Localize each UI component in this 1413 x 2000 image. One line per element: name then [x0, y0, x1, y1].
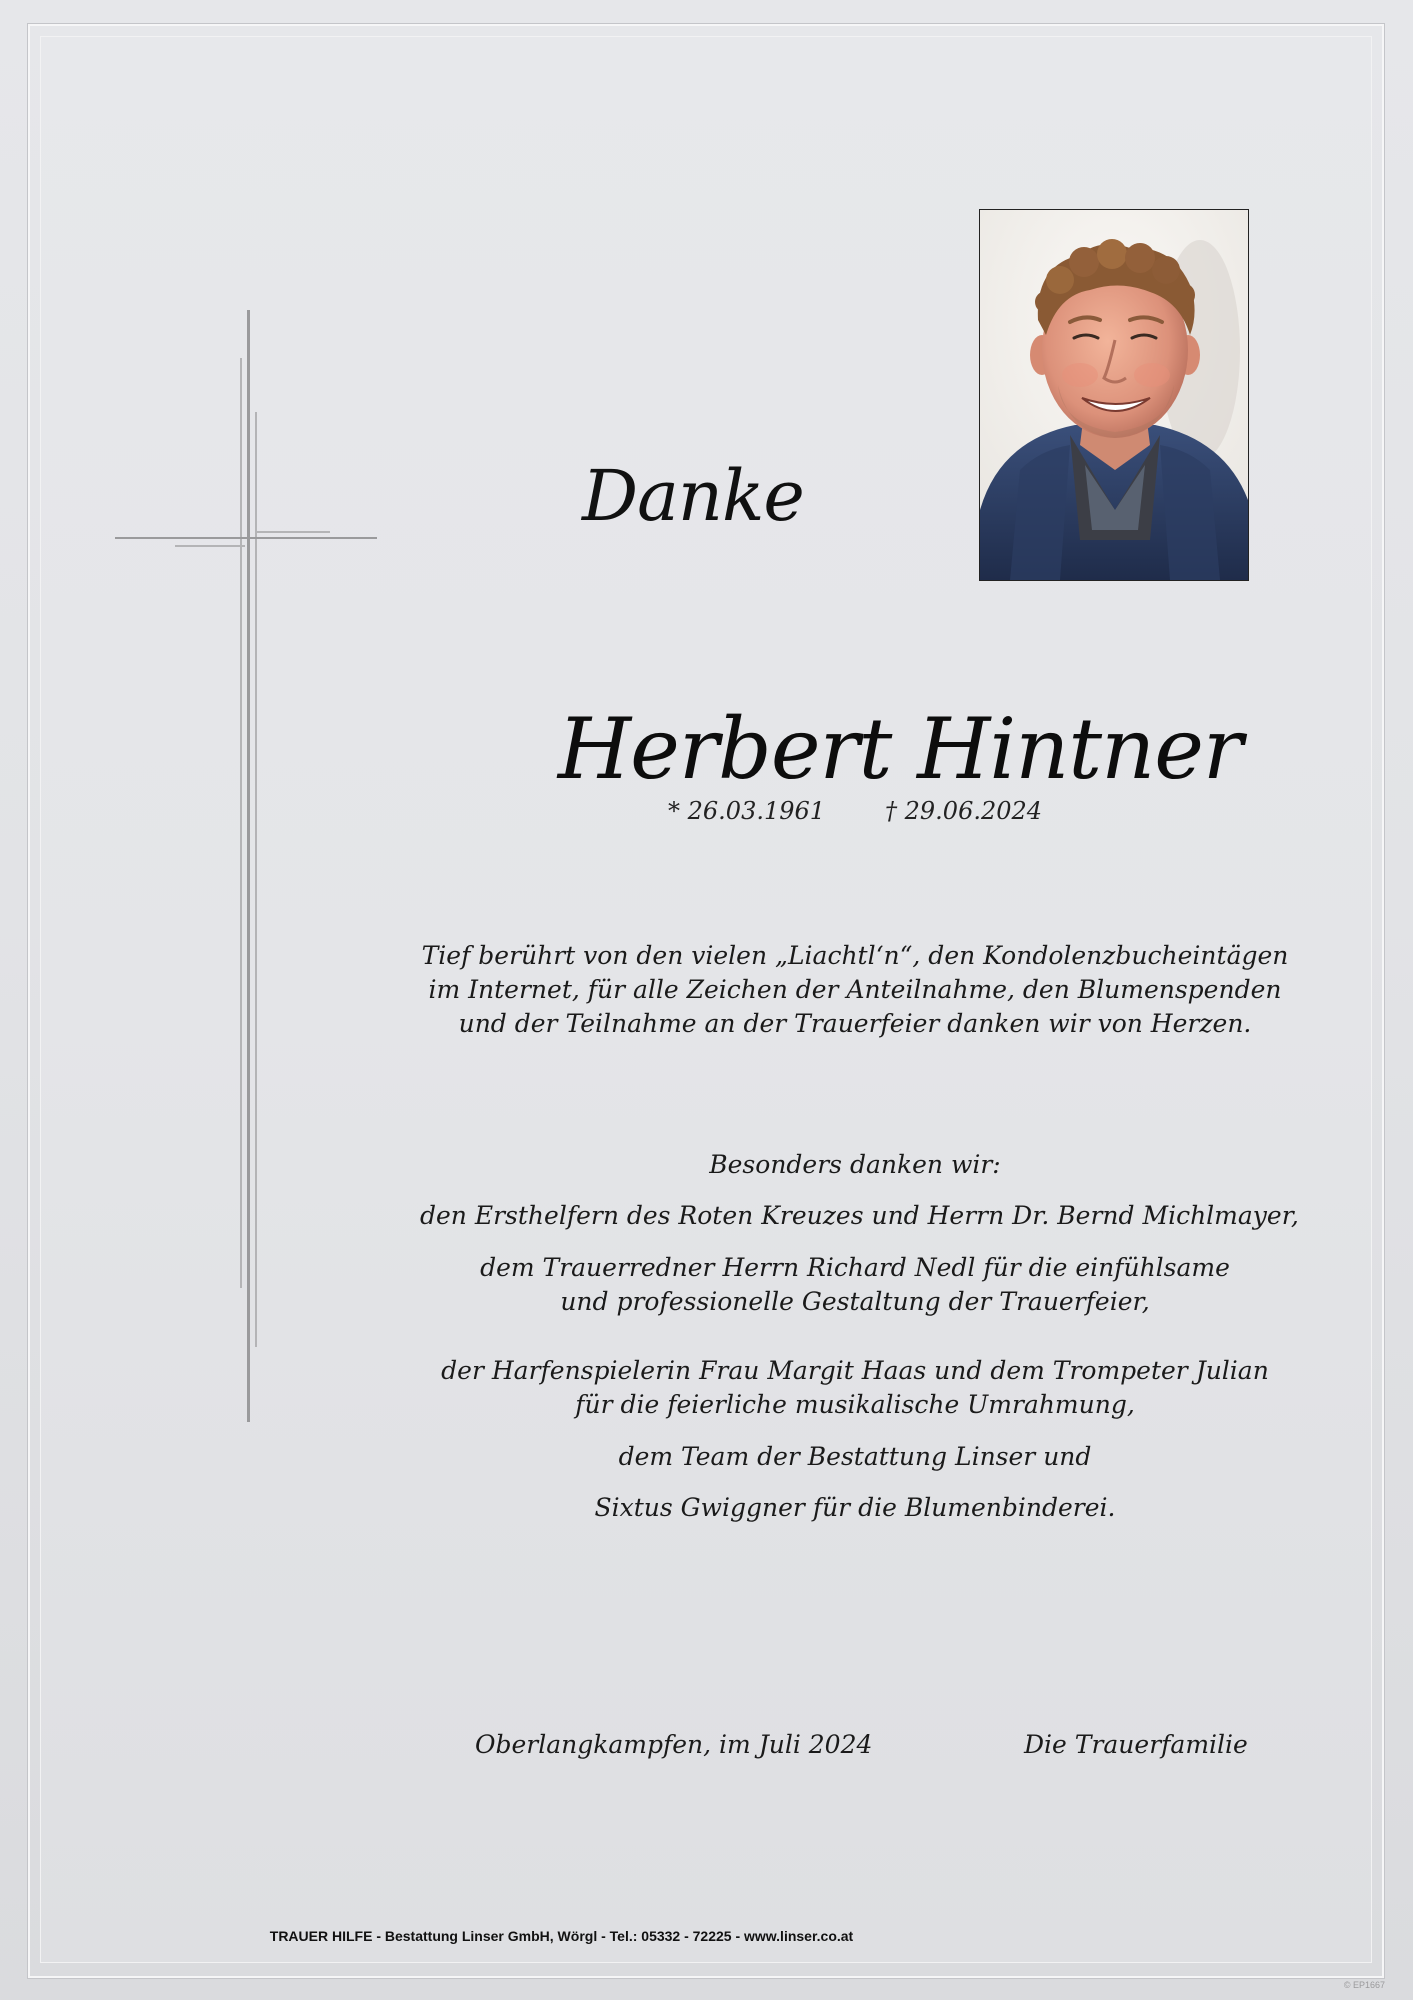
intro-line: Tief berührt von den vielen „Liachtl‘n“, den Kondolenzbucheintägen: [421, 941, 1289, 970]
thanks-speaker: [420, 1251, 1290, 1319]
thanks-line: Sixtus Gwiggner für die Blumenbinderei.: [594, 1493, 1116, 1522]
death-date: † 29.06.2024: [885, 797, 1043, 825]
intro-text: [420, 939, 1290, 1041]
product-code: © EP1667: [1343, 1980, 1385, 1990]
thanks-heading: [420, 1148, 1290, 1182]
thanks-line: und professionelle Gestaltung der Trauerfeier,: [560, 1287, 1150, 1316]
deceased-name: Herbert Hintner: [557, 700, 1243, 798]
imprint-text: TRAUER HILFE - Bestattung Linser GmbH, Wörgl - Tel.: 05332 - 72225 - www.linser.co.at: [269, 1928, 854, 1944]
thanks-heading-text: Besonders danken wir:: [709, 1150, 1001, 1179]
heading: Danke: [582, 455, 804, 537]
signature: Die Trauerfamilie: [1024, 1730, 1248, 1759]
thanks-line: für die feierliche musikalische Umrahmung,: [575, 1390, 1135, 1419]
thanks-first-responders: [420, 1199, 1299, 1233]
thanks-florist: [420, 1491, 1290, 1525]
birth-date: * 26.03.1961: [668, 797, 826, 825]
thanks-line: dem Team der Bestattung Linser und: [618, 1442, 1092, 1471]
thanks-line: dem Trauerredner Herrn Richard Nedl für die einfühlsame: [480, 1253, 1230, 1282]
funeral-home-imprint: [0, 1928, 1413, 1944]
thanks-musicians: [420, 1354, 1290, 1422]
intro-line: im Internet, für alle Zeichen der Anteilnahme, den Blumenspenden: [428, 975, 1282, 1004]
thanks-line: der Harfenspielerin Frau Margit Haas und dem Trompeter Julian: [441, 1356, 1269, 1385]
portrait-photo: [979, 209, 1249, 581]
intro-line: und der Teilnahme an der Trauerfeier danken wir von Herzen.: [458, 1009, 1252, 1038]
thanks-funeral-home: [420, 1440, 1290, 1474]
place-date: Oberlangkampfen, im Juli 2024: [475, 1730, 873, 1759]
thanks-line: den Ersthelfern des Roten Kreuzes und Herrn Dr. Bernd Michlmayer,: [420, 1201, 1299, 1230]
